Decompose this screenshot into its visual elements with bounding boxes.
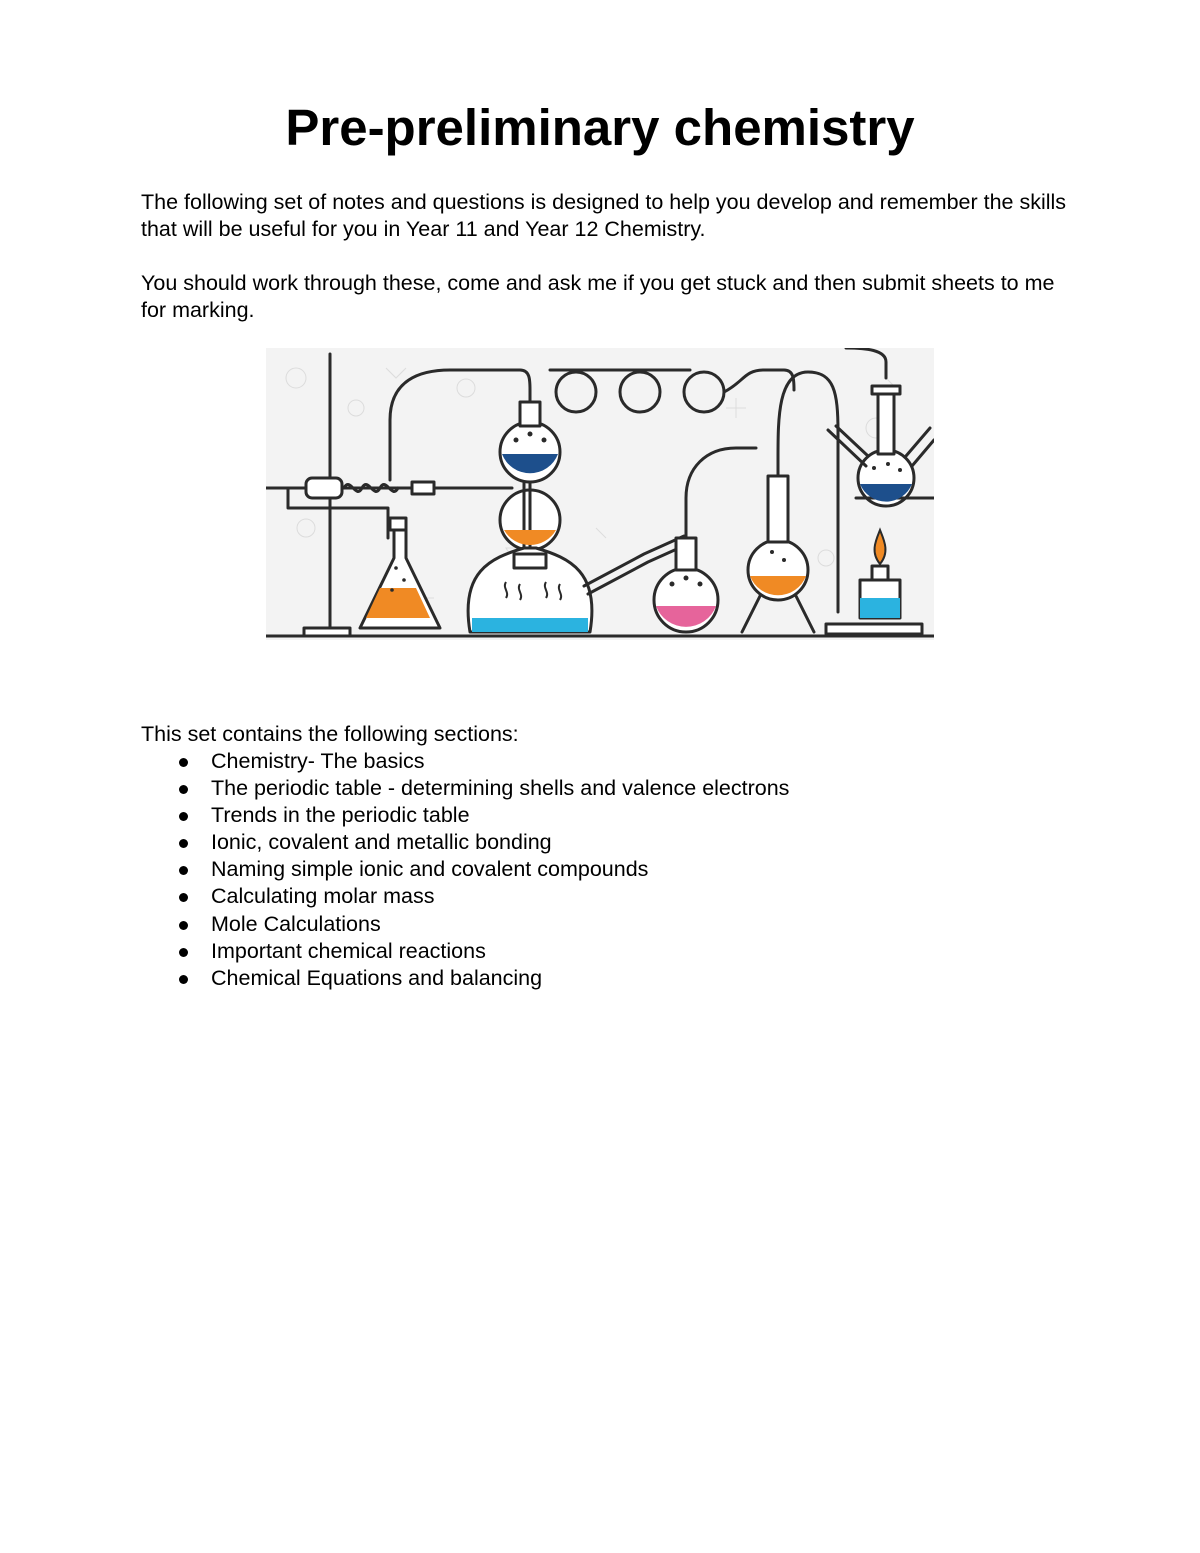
bullet-icon (179, 758, 188, 767)
list-item (141, 911, 789, 938)
bullet-icon (179, 948, 188, 957)
list-item (141, 748, 789, 775)
list-item (141, 883, 789, 910)
list-item (141, 965, 789, 992)
intro-paragraph: The following set of notes and questions is designed to help you develop and remember the skills that will be useful for you in Year 11 and Year 12 Chemistry. (141, 190, 1067, 241)
list-item-label: Ionic, covalent and metallic bonding (211, 830, 552, 855)
list-item (141, 856, 789, 883)
bullet-icon (179, 785, 188, 794)
page-title: Pre-preliminary chemistry (285, 99, 915, 156)
sections-list (141, 748, 789, 992)
bullet-icon (179, 812, 188, 821)
list-item-label: Naming simple ionic and covalent compounds (211, 857, 649, 882)
list-item-label: Important chemical reactions (211, 938, 486, 963)
list-item-label: Chemical Equations and balancing (211, 965, 543, 990)
list-item (141, 802, 789, 829)
list-item (141, 829, 789, 856)
bullet-icon (179, 975, 188, 984)
list-item-label: Calculating molar mass (211, 884, 435, 909)
list-item-label: Chemistry- The basics (211, 749, 425, 773)
bullet-icon (179, 839, 188, 848)
list-item-label: Trends in the periodic table (211, 803, 470, 828)
bullet-icon (179, 866, 188, 875)
bullet-icon (179, 921, 188, 930)
list-item (141, 938, 789, 965)
instructions-paragraph: You should work through these, come and ask me if you get stuck and then submit sheets to me for marking. (141, 271, 1055, 322)
list-item (141, 775, 789, 802)
chemistry-lab-apparatus-icon (266, 348, 934, 640)
bullet-icon (179, 893, 188, 902)
list-item-label: Mole Calculations (211, 911, 381, 936)
sections-intro: This set contains the following sections: (141, 722, 519, 746)
list-item-label: The periodic table - determining shells and valence electrons (211, 776, 790, 801)
